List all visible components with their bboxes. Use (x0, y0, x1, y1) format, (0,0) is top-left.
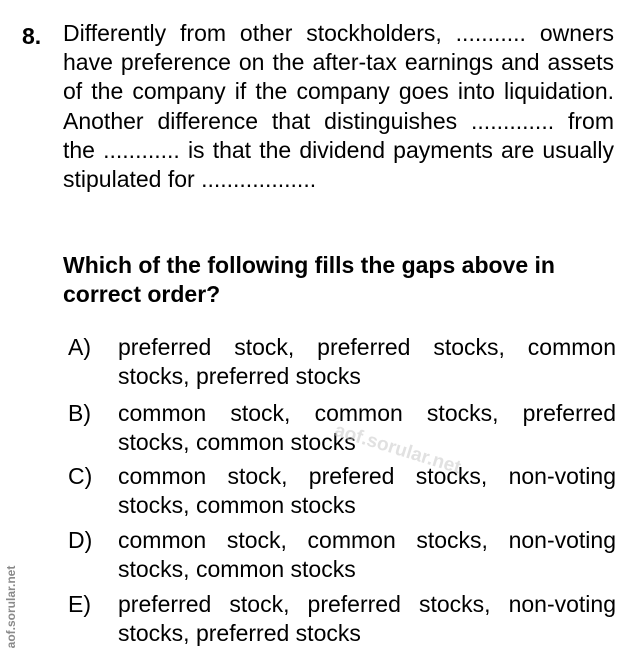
question-number: 8. (22, 23, 42, 49)
option-letter: C) (68, 463, 93, 489)
option-letter: D) (68, 527, 93, 553)
watermark-side: aof.sorular.net (4, 565, 18, 649)
question-stem: Differently from other stockholders, ........... owners have preference on the after-tax earnings and assets of the company if the company goes into liquidation. Another difference that distinguishes ............. from the ............ is that the dividend payments are usually stipulated for .................. (63, 20, 614, 193)
watermark-center: aof.sorular.net (331, 420, 464, 479)
option-text: preferred stock, preferred stocks, common stocks, preferred stocks (118, 334, 616, 389)
option-letter: A) (68, 334, 91, 360)
question-prompt: Which of the following fills the gaps above in correct order? (63, 252, 555, 307)
option-text: common stock, common stocks, preferred stocks, common stocks (118, 400, 616, 455)
option-text: common stock, common stocks, non-voting stocks, common stocks (118, 527, 616, 582)
option-text: preferred stock, preferred stocks, non-voting stocks, preferred stocks (118, 591, 616, 646)
option-text: common stock, prefered stocks, non-voting stocks, common stocks (118, 463, 616, 518)
option-letter: B) (68, 400, 91, 426)
option-letter: E) (68, 591, 91, 617)
